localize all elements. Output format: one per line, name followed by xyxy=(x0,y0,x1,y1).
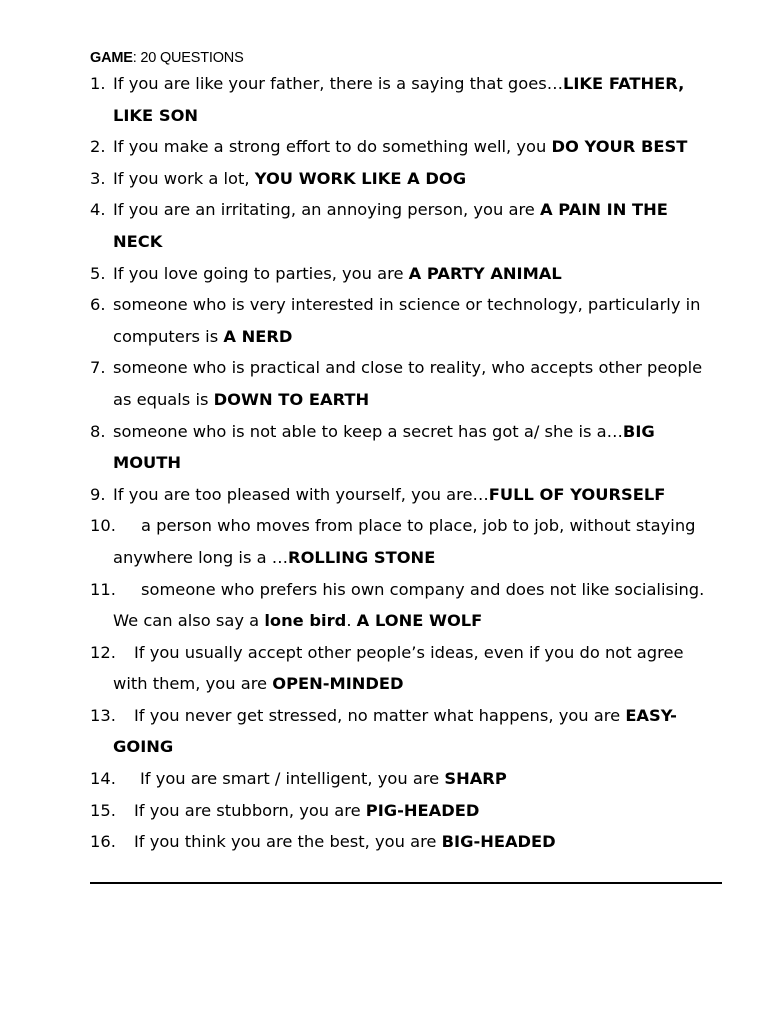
question-text: If you are too pleased with yourself, you are… xyxy=(113,484,489,504)
list-item xyxy=(90,194,722,257)
question-text: If you think you are the best, you are xyxy=(134,832,442,852)
question-text: If you are like your father, there is a saying that goes… xyxy=(113,74,563,93)
list-item xyxy=(90,510,722,573)
question-text: If you work a lot, xyxy=(113,168,255,188)
answer-text: lone bird xyxy=(264,611,347,631)
question-text: someone who prefers his own company and does not like socialising. We can also say a xyxy=(113,579,705,631)
answer-text: ROLLING STONE xyxy=(288,547,436,567)
answer-text: EASY-GOING xyxy=(113,705,677,757)
item-number: 13. xyxy=(90,705,116,725)
item-number: 7. xyxy=(90,358,106,378)
list-item xyxy=(90,258,722,290)
list-item xyxy=(90,416,722,479)
list-item xyxy=(90,826,722,858)
question-text: If you make a strong effort to do something well, you xyxy=(113,137,552,157)
title-label: GAME xyxy=(90,50,133,66)
document-page xyxy=(90,48,722,858)
question-list xyxy=(90,68,722,858)
list-item xyxy=(90,479,722,511)
item-number: 12. xyxy=(90,642,116,662)
answer-text: OPEN-MINDED xyxy=(272,674,404,694)
list-item xyxy=(90,763,722,795)
item-number: 9. xyxy=(90,484,106,504)
item-number: 3. xyxy=(90,168,106,188)
question-text: If you are stubborn, you are xyxy=(134,800,366,820)
item-number: 14. xyxy=(90,769,116,789)
title-colon: : xyxy=(132,50,137,66)
list-item xyxy=(90,700,722,763)
list-item xyxy=(90,795,722,827)
answer-text: BIG-HEADED xyxy=(441,832,556,852)
item-number: 1. xyxy=(90,74,106,93)
list-item xyxy=(90,352,722,415)
item-number: 8. xyxy=(90,421,106,441)
answer-text-secondary: A LONE WOLF xyxy=(356,611,483,631)
question-text: If you never get stressed, no matter what happens, you are xyxy=(134,705,626,725)
item-number: 15. xyxy=(90,800,116,820)
item-number: 4. xyxy=(90,200,106,220)
item-number: 11. xyxy=(90,579,116,599)
list-item xyxy=(90,163,722,195)
question-text: If you love going to parties, you are xyxy=(113,263,409,283)
list-item xyxy=(90,637,722,700)
list-item xyxy=(90,68,722,131)
item-number: 16. xyxy=(90,832,116,852)
item-number: 10. xyxy=(90,516,116,536)
answer-text: A NERD xyxy=(223,326,293,346)
list-item xyxy=(90,289,722,352)
answer-text: DO YOUR BEST xyxy=(551,137,688,157)
answer-text: YOU WORK LIKE A DOG xyxy=(254,168,467,188)
answer-text: PIG-HEADED xyxy=(365,800,480,820)
item-number: 5. xyxy=(90,263,106,283)
question-text: If you are an irritating, an annoying person, you are xyxy=(113,200,540,220)
answer-text: DOWN TO EARTH xyxy=(213,389,370,409)
question-text: someone who is practical and close to reality, who accepts other people as equals is xyxy=(113,358,703,409)
question-text: If you usually accept other people’s ideas, even if you do not agree with them, you are xyxy=(113,642,684,694)
answer-text: LIKE FATHER, LIKE SON xyxy=(113,74,685,125)
question-text: a person who moves from place to place, job to job, without staying anywhere long is a … xyxy=(113,516,696,567)
answer-text: FULL OF YOURSELF xyxy=(488,484,666,504)
answer-text: BIG MOUTH xyxy=(113,421,655,473)
list-item xyxy=(90,131,722,163)
question-text: someone who is very interested in science or technology, particularly in computers is xyxy=(113,295,701,346)
answer-text: A PARTY ANIMAL xyxy=(408,263,562,283)
answer-text: SHARP xyxy=(444,769,507,789)
question-text: someone who is not able to keep a secret has got a/ she is a… xyxy=(113,421,623,441)
page-title xyxy=(90,48,722,68)
answer-text: A PAIN IN THE NECK xyxy=(113,200,668,251)
item-number: 6. xyxy=(90,295,106,315)
bottom-rule xyxy=(90,882,722,884)
question-text: If you are smart / intelligent, you are xyxy=(140,769,445,789)
list-item xyxy=(90,574,722,637)
answer-separator: . xyxy=(346,611,357,631)
item-number: 2. xyxy=(90,137,106,157)
title-text: 20 QUESTIONS xyxy=(140,50,244,66)
